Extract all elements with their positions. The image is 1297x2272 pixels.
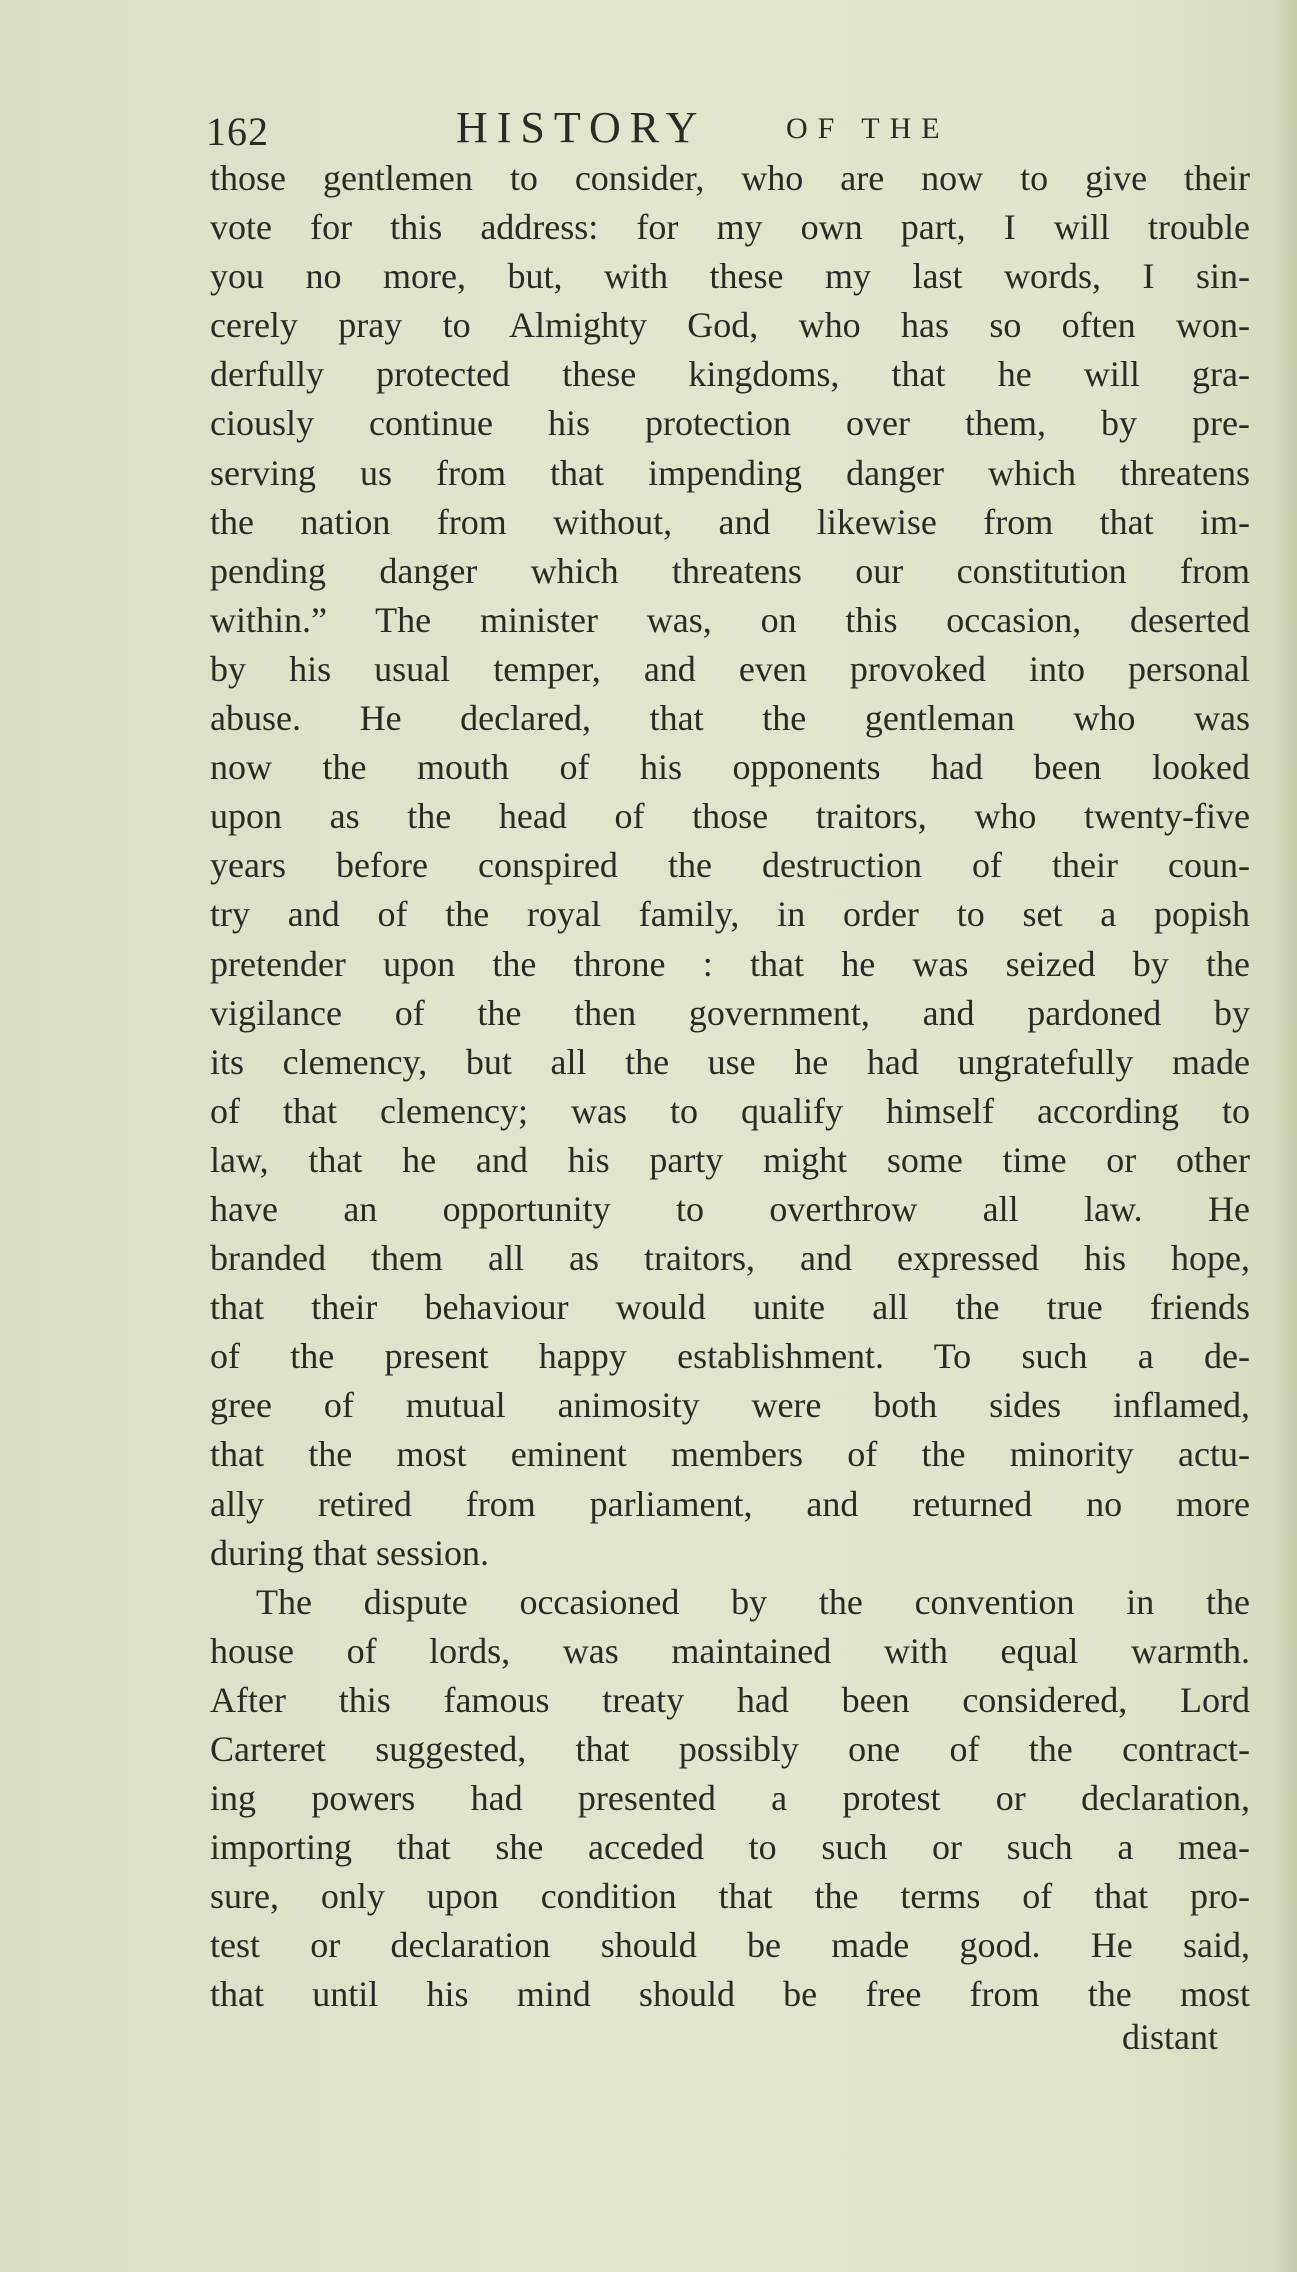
text-line: its clemency, but all the use he had ungratefully made bbox=[210, 1041, 1250, 1082]
text-line: law, that he and his party might some time or other bbox=[210, 1139, 1250, 1180]
text-line: of the present happy establishment. To such a de- bbox=[210, 1336, 1250, 1377]
text-line: Carteret suggested, that possibly one of the contract- bbox=[210, 1729, 1250, 1769]
paragraph-start-line: The dispute occasioned by the convention in the bbox=[256, 1581, 1250, 1622]
text-line: by his usual temper, and even provoked into personal bbox=[210, 648, 1250, 689]
text-line: house of lords, was maintained with equal warmth. bbox=[210, 1630, 1250, 1671]
text-line: years before conspired the destruction of their coun- bbox=[210, 845, 1250, 886]
text-line: After this famous treaty had been considered, Lord bbox=[210, 1679, 1250, 1720]
text-line: now the mouth of his opponents had been looked bbox=[210, 747, 1250, 788]
text-line: have an opportunity to overthrow all law. He bbox=[210, 1188, 1250, 1229]
page-number: 162 bbox=[206, 109, 269, 154]
page-edge-shadow bbox=[1275, 0, 1297, 2272]
text-line: those gentlemen to consider, who are now to give their bbox=[210, 158, 1250, 198]
text-line: vigilance of the then government, and pardoned by bbox=[210, 992, 1250, 1033]
text-line: that the most eminent members of the minority actu- bbox=[210, 1434, 1250, 1475]
text-line: pending danger which threatens our constitution from bbox=[210, 550, 1250, 591]
text-line: derfully protected these kingdoms, that he will gra- bbox=[210, 354, 1250, 395]
text-line: abuse. He declared, that the gentleman who was bbox=[210, 698, 1250, 739]
text-line: of that clemency; was to qualify himself according to bbox=[210, 1090, 1250, 1131]
text-line: that their behaviour would unite all the true friends bbox=[210, 1287, 1250, 1328]
running-subtitle: OF THE bbox=[786, 112, 950, 145]
text-line: upon as the head of those traitors, who twenty-five bbox=[210, 796, 1250, 837]
catchword: distant bbox=[1122, 2017, 1218, 2057]
text-line: gree of mutual animosity were both sides inflamed, bbox=[210, 1385, 1250, 1426]
paragraph-end-line: during that session. bbox=[210, 1532, 489, 1573]
text-line: ciously continue his protection over them, by pre- bbox=[210, 403, 1250, 444]
text-line: importing that she acceded to such or such a mea- bbox=[210, 1827, 1250, 1868]
text-line: ing powers had presented a protest or declaration, bbox=[210, 1778, 1250, 1819]
text-line: ally retired from parliament, and returned no more bbox=[210, 1483, 1250, 1524]
text-line: try and of the royal family, in order to set a popish bbox=[210, 894, 1250, 935]
text-line: pretender upon the throne : that he was seized by the bbox=[210, 943, 1250, 984]
running-title: HISTORY bbox=[456, 103, 707, 152]
text-line: vote for this address: for my own part, I will trouble bbox=[210, 207, 1250, 248]
body-text bbox=[210, 154, 1250, 2020]
text-line: sure, only upon condition that the terms of that pro- bbox=[210, 1876, 1250, 1917]
text-line: the nation from without, and likewise from that im- bbox=[210, 501, 1250, 542]
text-line: you no more, but, with these my last words, I sin- bbox=[210, 256, 1250, 297]
text-line: serving us from that impending danger which threatens bbox=[210, 452, 1250, 493]
text-line: test or declaration should be made good. He said, bbox=[210, 1925, 1250, 1966]
text-line: within.” The minister was, on this occasion, deserted bbox=[210, 599, 1250, 640]
text-line: branded them all as traitors, and expressed his hope, bbox=[210, 1238, 1250, 1279]
text-line: that until his mind should be free from the most bbox=[210, 1974, 1250, 2015]
text-line: cerely pray to Almighty God, who has so often won- bbox=[210, 305, 1250, 346]
